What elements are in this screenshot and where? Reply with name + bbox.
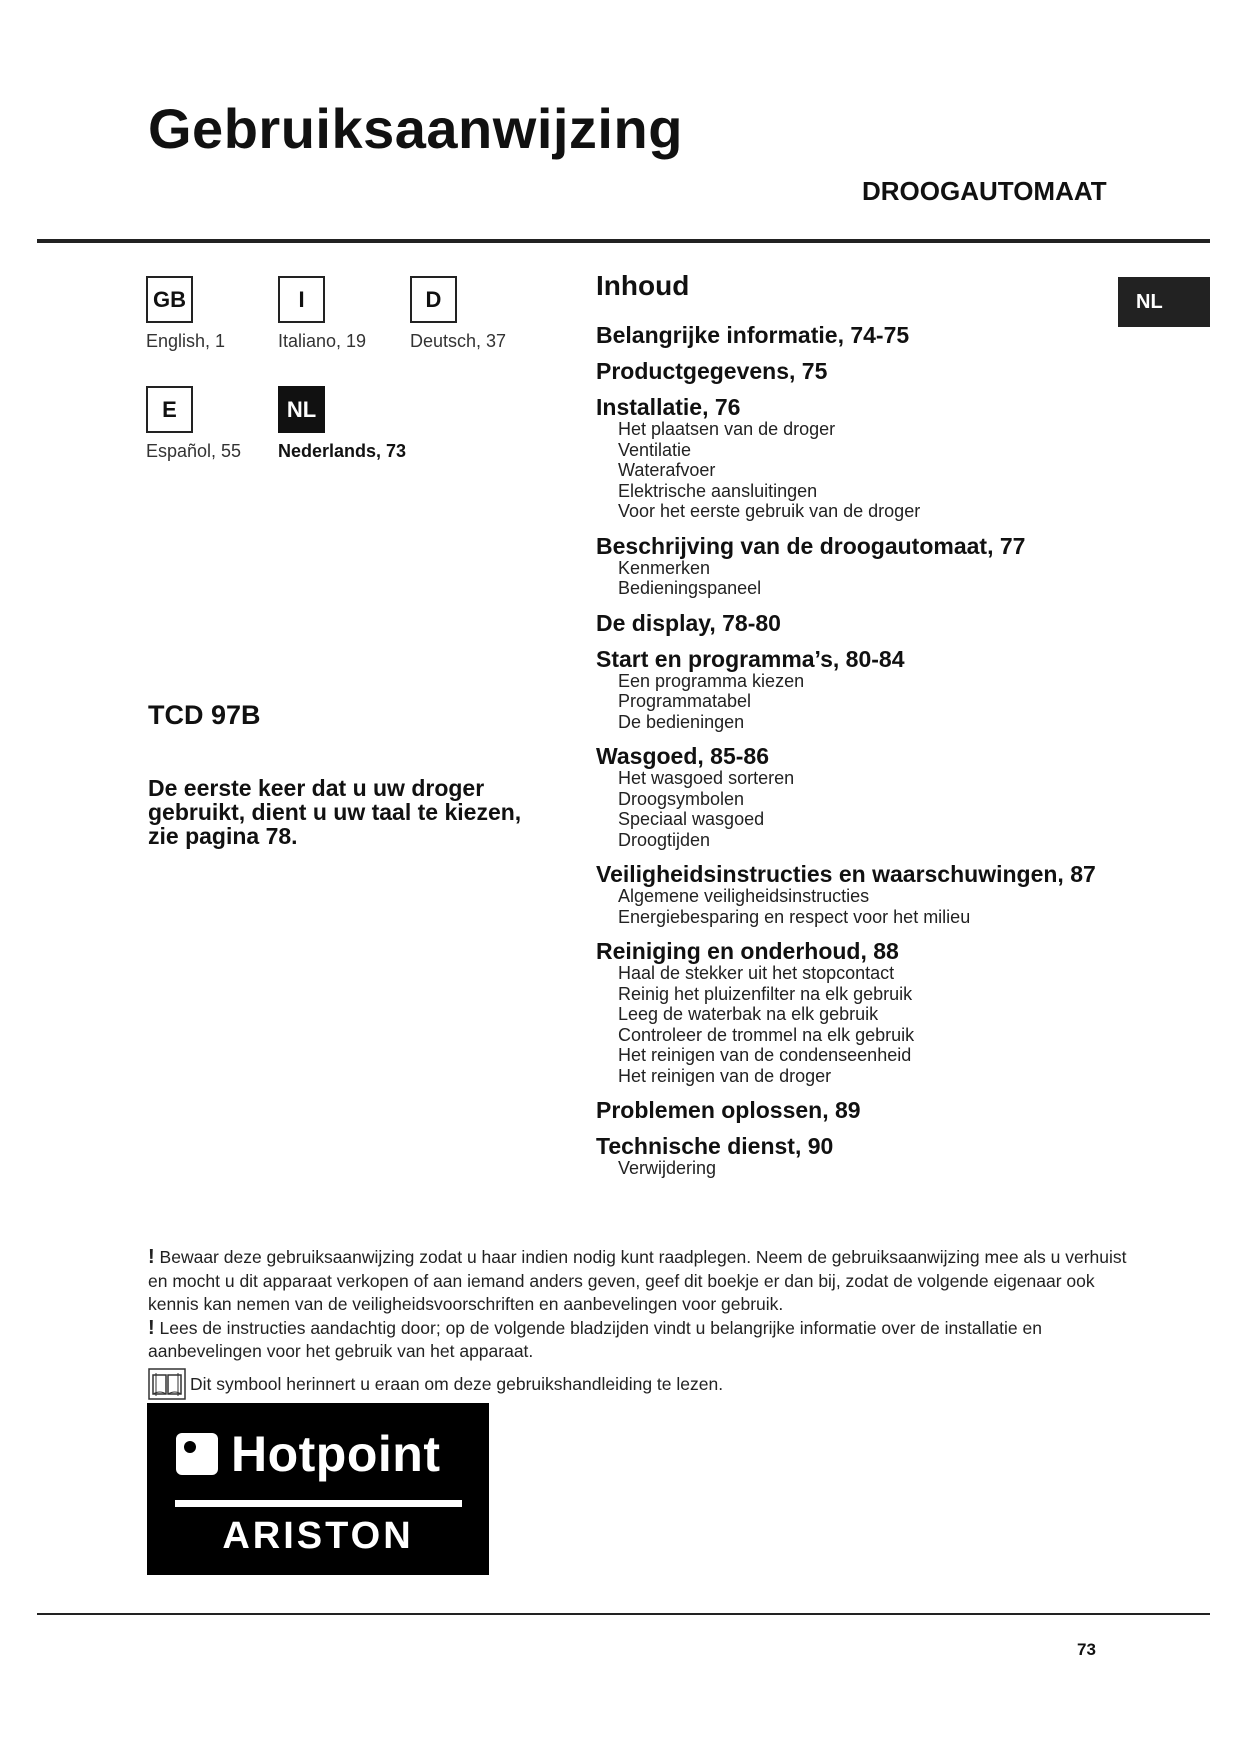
- toc-heading[interactable]: Productgegevens, 75: [596, 358, 828, 384]
- language-code: NL: [278, 386, 325, 433]
- toc-section: [596, 360, 1096, 383]
- toc-subitem[interactable]: De bedieningen: [618, 711, 745, 732]
- language-code: D: [410, 276, 457, 323]
- toc-subitem[interactable]: Bedieningspaneel: [618, 578, 762, 598]
- page-number: 73: [1077, 1640, 1096, 1659]
- hotpoint-mark-icon: [175, 1432, 219, 1476]
- language-label: English, 1: [146, 331, 226, 351]
- hotpoint-ariston-logo: [147, 1403, 489, 1575]
- toc-subitem[interactable]: Droogsymbolen: [618, 788, 745, 809]
- toc-subitem[interactable]: Verwijdering: [618, 1158, 717, 1178]
- language-label: Deutsch, 37: [410, 331, 507, 351]
- toc-subitem[interactable]: Een programma kiezen: [618, 670, 805, 691]
- toc-heading[interactable]: Installatie, 76: [596, 394, 741, 420]
- toc-subitem[interactable]: Programmatabel: [618, 691, 752, 711]
- toc-subitem[interactable]: Speciaal wasgoed: [618, 809, 765, 829]
- toc-section: [596, 324, 1096, 347]
- bottom-divider: [37, 1613, 1210, 1615]
- logo-brand: Hotpoint: [231, 1426, 441, 1482]
- toc-subitem[interactable]: Leeg de waterbak na elk gebruik: [618, 1004, 879, 1024]
- logo-brand-row: [175, 1426, 441, 1482]
- note-1: [148, 1246, 1128, 1317]
- language-item-d[interactable]: [410, 276, 560, 352]
- toc-subitem[interactable]: Reinig het pluizenfilter na elk gebruik: [618, 983, 913, 1004]
- note-2: [148, 1317, 1128, 1364]
- toc-section: [596, 609, 1096, 636]
- first-use-note: De eerste keer dat u uw droger gebruikt, dient u uw taal te kiezen, zie pagina 78.: [148, 775, 522, 849]
- toc-heading[interactable]: De display, 78-80: [596, 609, 781, 636]
- toc-subitem[interactable]: Haal de stekker uit het stopcontact: [618, 963, 895, 983]
- book-icon: [148, 1368, 186, 1400]
- warning-mark: !: [148, 1316, 155, 1339]
- model-number: TCD 97B: [148, 700, 261, 730]
- language-label: Nederlands, 73: [278, 441, 407, 461]
- toc-sections: [596, 324, 1096, 1179]
- page-title: Gebruiksaanwijzing: [148, 97, 683, 160]
- top-divider: [37, 239, 1210, 243]
- toc-subitem[interactable]: Waterafvoer: [618, 460, 716, 480]
- toc-heading[interactable]: Start en programma’s, 80-84: [596, 645, 905, 672]
- toc-heading[interactable]: Reiniging en onderhoud, 88: [596, 938, 899, 964]
- toc-heading[interactable]: Wasgoed, 85-86: [596, 743, 769, 769]
- toc-subitem[interactable]: Kenmerken: [618, 557, 711, 578]
- toc-section: [596, 863, 1096, 927]
- language-label: Español, 55: [146, 441, 242, 461]
- toc-heading[interactable]: Veiligheidsinstructies en waarschuwingen, 87: [596, 861, 1096, 887]
- warning-mark: !: [148, 1246, 155, 1268]
- toc-subitem[interactable]: Algemene veiligheidsinstructies: [618, 886, 870, 906]
- logo-sub-brand: ARISTON: [222, 1515, 414, 1557]
- toc-subitem[interactable]: Het wasgoed sorteren: [618, 768, 795, 788]
- toc-subitem[interactable]: Voor het eerste gebruik van de droger: [618, 501, 921, 521]
- language-item-gb[interactable]: [146, 276, 296, 352]
- language-code: I: [278, 276, 325, 323]
- toc-subitem[interactable]: Elektrische aansluitingen: [618, 480, 818, 501]
- toc-subitem[interactable]: Droogtijden: [618, 829, 711, 850]
- toc-section: [596, 1099, 1096, 1122]
- toc-heading[interactable]: Problemen oplossen, 89: [596, 1097, 861, 1123]
- toc-section: [596, 532, 1096, 599]
- note-1-text: Bewaar deze gebruiksaanwijzing zodat u haar indien nodig kunt raadplegen. Neem de gebruiksaanwijzing mee als u verhuist en mocht u dit apparaat verkopen of aan iemand anders geven, geef dit boekje er dan bij, zodat de volgende eigenaar ook kennis kan nemen van de veiligheidsvoorschriften en aanbevelingen voor gebruik.: [148, 1247, 1127, 1314]
- product-type: DROOGAUTOMAAT: [862, 176, 1107, 206]
- symbol-note-text: Dit symbool herinnert u eraan om deze gebruikshandleiding te lezen.: [190, 1373, 724, 1394]
- toc-section: [596, 1135, 1096, 1179]
- note-2-text: Lees de instructies aandachtig door; op de volgende bladzijden vindt u belangrijke informatie over de installatie en aanbevelingen voor het gebruik van het apparaat.: [148, 1317, 1042, 1361]
- toc-subitem[interactable]: Het reinigen van de condenseenheid: [618, 1045, 912, 1065]
- language-item-e[interactable]: [146, 386, 296, 462]
- toc-heading[interactable]: Beschrijving van de droogautomaat, 77: [596, 532, 1026, 559]
- language-item-i[interactable]: [278, 276, 428, 352]
- notes-block: [148, 1246, 1128, 1364]
- toc-subitem[interactable]: Energiebesparing en respect voor het milieu: [618, 906, 971, 927]
- toc-section: [596, 396, 1096, 522]
- language-code: E: [146, 386, 193, 433]
- table-of-contents: [596, 270, 1096, 1192]
- language-label: Italiano, 19: [278, 331, 367, 351]
- toc-subitem[interactable]: Het reinigen van de droger: [618, 1065, 832, 1086]
- toc-heading[interactable]: Belangrijke informatie, 74-75: [596, 322, 910, 348]
- toc-section: [596, 645, 1096, 733]
- toc-title: Inhoud: [596, 270, 690, 301]
- section-tab-nl: NL: [1118, 277, 1210, 327]
- toc-section: [596, 745, 1096, 850]
- toc-subitem[interactable]: Het plaatsen van de droger: [618, 419, 836, 439]
- toc-section: [596, 940, 1096, 1086]
- logo-divider: [175, 1500, 462, 1507]
- toc-heading[interactable]: Technische dienst, 90: [596, 1133, 834, 1159]
- symbol-note: [148, 1368, 723, 1400]
- language-code: GB: [146, 276, 193, 323]
- toc-subitem[interactable]: Ventilatie: [618, 439, 692, 460]
- language-item-nl[interactable]: [278, 386, 428, 462]
- toc-subitem[interactable]: Controleer de trommel na elk gebruik: [618, 1024, 915, 1045]
